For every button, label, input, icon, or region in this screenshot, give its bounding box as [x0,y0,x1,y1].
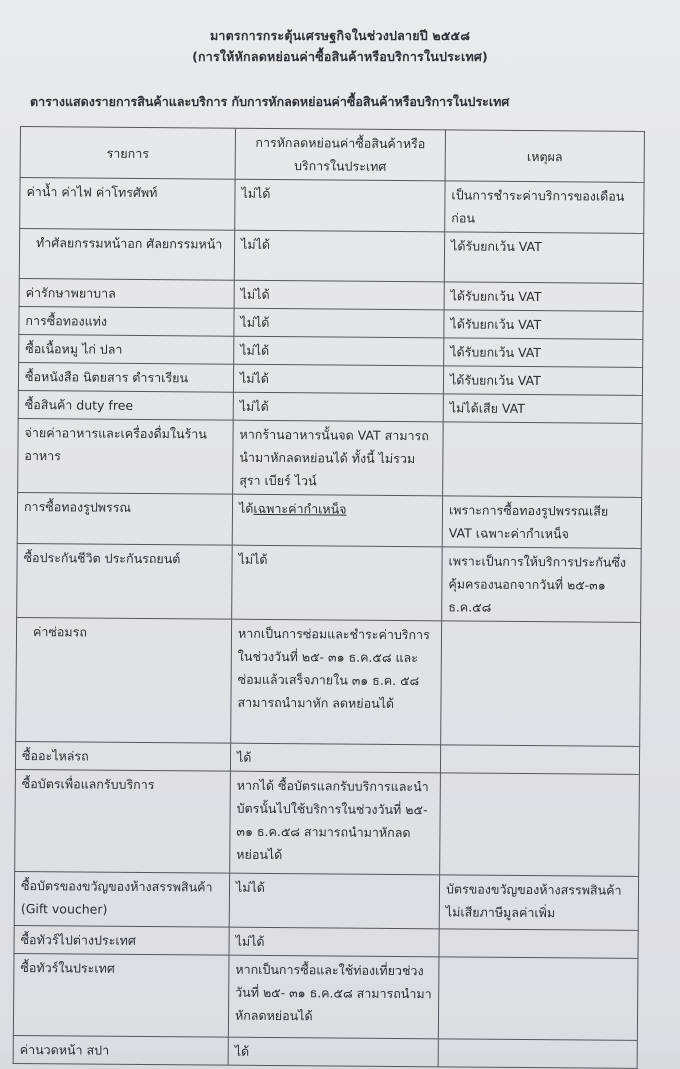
deduction-cell: ไม่ได้ [234,230,444,282]
reason-cell [440,745,639,775]
item-cell: ค่านวดหน้า สปา [13,1035,228,1065]
item-cell: ซื้อประกันชีวิต ประกันรถยนต์ [17,543,233,619]
header-deduction: การหักลดหย่อนค่าซื้อสินค้าหรือบริการในประเทศ [235,128,445,181]
item-cell: ซื้อทัวร์ในประเทศ [13,953,229,1037]
table-row [17,492,641,548]
item-cell: ซื้อทัวร์ไปต่างประเทศ [14,925,229,955]
deduction-prefix: ได้ [238,500,254,516]
deduction-cell: ไม่ได้ [234,280,444,310]
deduction-cell: ไม่ได้ [235,179,445,232]
document-title: มาตรการกระตุ้นเศรษฐกิจในช่วงปลายปี ๒๕๕๘ [209,28,471,43]
deduction-cell: หากเป็นการซ่อมและชำระค่าบริการ ในช่วงวันที่ ๒๕- ๓๑ ธ.ค.๕๘ และซ่อมแล้วเสร็จภายใน ๓๑ ธ.ค. ๕๘ สามารถนำมาหัก ลดหย่อนได้ [231,619,442,745]
reason-cell: ได้รับยกเว้น VAT [444,232,643,284]
reason-cell: ไม่ได้เสีย VAT [443,394,642,424]
reason-cell [443,422,643,498]
item-cell: ค่าซ่อมรถ [16,617,232,743]
deduction-cell: ไม่ได้ [234,308,444,338]
reason-cell: เพราะการซื้อทองรูปพรรณเสีย VAT เฉพาะค่ากำเหน็จ [442,496,641,549]
table-row [13,1035,637,1068]
deduction-cell: ไม่ได้ [229,927,439,957]
table-row [20,178,644,234]
reason-cell: บัตรของขวัญของห้างสรรพสินค้าไม่เสียภาษีมูลค่าเพิ่ม [439,875,638,931]
deduction-cell: ไม่ได้ [233,392,443,422]
deduction-cell: ไม่ได้ [229,873,439,929]
reason-cell [439,929,638,959]
item-cell: ซื้ออะไหล่รถ [15,741,230,771]
item-cell: ซื้อเนื้อหมู ไก่ ปลา [19,334,234,364]
reason-cell [440,773,640,877]
reason-cell: เพราะเป็นการให้บริการประกันซึ่งคุ้มครองนอกจากวันที่ ๒๕-๓๑ ธ.ค.๕๘ [442,547,642,623]
item-cell: ค่าน้ำ ค่าไฟ ค่าโทรศัพท์ [20,178,235,231]
item-cell: ค่ารักษาพยาบาล [19,278,234,308]
reason-cell: ได้รับยกเว้น VAT [444,310,643,340]
document-subtitle: (การให้หักลดหย่อนค่าซื้อสินค้าหรือบริการในประเทศ) [192,49,488,64]
table-row [16,617,641,746]
table-row [17,543,642,622]
deduction-cell: ได้ [228,1037,438,1067]
reason-cell: ได้รับยกเว้น VAT [443,366,642,396]
deduction-cell: หากเป็นการซื้อและใช้ท่องเที่ยวช่วงวันที่ ๒๕- ๓๑ ธ.ค.๕๘ สามารถนำมาหักลดหย่อนได้ [228,955,439,1039]
header-item: รายการ [20,127,235,180]
table-row [15,769,640,876]
deduction-cell: ไม่ได้ [234,336,444,366]
deduction-cell: หากร้านอาหารนั้นจด VAT สามารถนำมาหักลดหย่อนได้ ทั้งนี้ ไม่รวมสุรา เบียร์ ไวน์ [233,420,444,496]
item-cell: ซื้อสินค้า duty free [18,390,233,420]
table-caption: ตารางแสดงรายการสินค้าและบริการ กับการหักลดหย่อนค่าซื้อสินค้าหรือบริการในประเทศ [30,94,510,109]
item-cell: จ่ายค่าอาหารและเครื่องดื่มในร้านอาหาร [18,418,234,494]
deduction-cell: หากได้ ซื้อบัตรแลกรับบริการและนำบัตรนั้นไปใช้บริการในช่วงวันที่ ๒๕- ๓๑ ธ.ค.๕๘ สามารถนำมาหักลดหย่อนได้ [230,771,441,875]
reason-cell: เป็นการชำระค่าบริการของเดือนก่อน [445,181,644,234]
reason-cell: ได้รับยกเว้น VAT [444,338,643,368]
item-cell: ซื้อหนังสือ นิตยสาร ตำราเรียน [18,362,233,392]
deduction-underlined-text: เฉพาะค่ากำเหน็จ [253,500,347,517]
deduction-cell [232,494,442,547]
reason-cell: ได้รับยกเว้น VAT [444,282,643,312]
item-cell: ซื้อบัตรของขวัญของห้างสรรพสินค้า (Gift voucher) [14,871,229,927]
table-row [19,229,643,284]
item-cell: ซื้อบัตรเพื่อแลกรับบริการ [15,769,231,873]
table-row [14,871,638,930]
item-cell: การซื้อทองรูปพรรณ [17,492,232,545]
header-reason: เหตุผล [445,130,644,183]
deduction-cell: ไม่ได้ [232,545,443,621]
reason-cell [438,957,638,1041]
table-header-row [20,127,644,183]
reason-cell [441,621,641,747]
item-cell: ทำศัลยกรรมหน้าอก ศัลยกรรมหน้า [19,229,234,281]
item-cell: การซื้อทองแท่ง [19,306,234,336]
table-row [13,953,638,1040]
deduction-cell: ได้ [230,743,440,773]
deduction-cell: ไม่ได้ [233,364,443,394]
reason-cell [438,1039,637,1069]
deduction-table [13,126,645,1069]
table-row [18,418,643,497]
